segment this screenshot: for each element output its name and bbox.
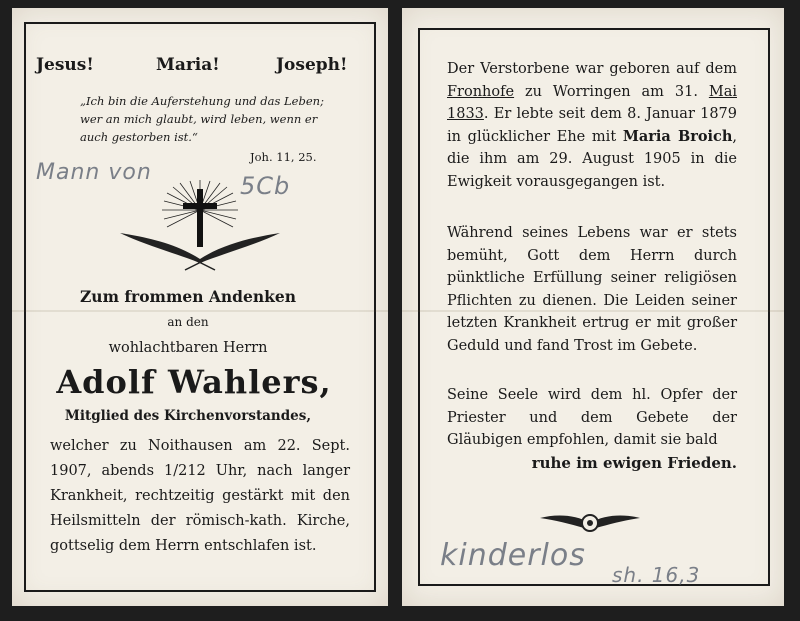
scripture-reference: Joh. 11, 25. [250, 150, 317, 164]
invocation-joseph: Joseph! [276, 55, 348, 75]
biography-paragraph [447, 58, 737, 193]
bio-wife-name: Maria Broich [622, 127, 733, 145]
winged-emblem-icon [540, 510, 640, 536]
death-notice-text: welcher zu Noithausen am 22. Sept. 1907, abends 1/212 Uhr, nach langer Krankheit, rechtzeitig gestärkt mit den Heilsmitteln der römisch-kath. Kirche, gottselig dem Herrn entschlafen ist. [50, 438, 350, 554]
invocation-maria: Maria! [156, 55, 220, 75]
handwritten-note-mann-von: Mann von [36, 160, 152, 185]
handwritten-note-kinderlos: kinderlos [440, 538, 586, 573]
memorial-herrn: wohlachtbaren Herrn [108, 340, 268, 356]
deceased-role: Mitglied des Kirchenvorstandes, [64, 408, 312, 424]
invocation-jesus: Jesus! [36, 55, 94, 75]
handwritten-note-reference: sh. 16,3 [612, 563, 701, 587]
bio-text: zu Worringen am 31. [514, 83, 709, 100]
scripture-quote: „Ich bin die Auferstehung und das Leben; wer an mich glaubt, wird leben, wenn er auch gestorben ist.“ [80, 94, 324, 144]
bio-text: . Er lebte seit dem 8. Januar 1879 in glücklicher Ehe mit [447, 106, 737, 145]
bio-birthplace: Fronhofe [447, 83, 515, 100]
bio-text: , die ihm am 29. August 1905 in die Ewigkeit vorausgegangen ist. [447, 128, 738, 190]
memorial-heading: Zum frommen Andenken [79, 287, 297, 306]
bio-birthdate: Mai 1833 [447, 83, 737, 122]
life-paragraph: Während seines Lebens war er stets bemüht, Gott dem Herrn durch pünktliche Erfüllung seiner religiösen Pflichten zu dienen. Die Leiden seiner letzten Krankheit ertrug er mit großer Geduld und fand Trost im Gebete. [447, 225, 737, 354]
closing-line: ruhe im ewigen Frieden. [531, 454, 737, 472]
handwritten-note-5cb: 5Cb [240, 172, 291, 200]
fold-line [12, 310, 388, 312]
deceased-name: Adolf Wahlers, [56, 363, 332, 401]
prayer-paragraph: Seine Seele wird dem hl. Opfer der Priester und dem Gebete der Gläubigen empfohlen, damit sie bald [447, 387, 737, 448]
cross-emblem-icon [115, 175, 285, 275]
memorial-an-den: an den [167, 315, 209, 329]
bio-text: Der Verstorbene war geboren auf dem [447, 61, 737, 77]
